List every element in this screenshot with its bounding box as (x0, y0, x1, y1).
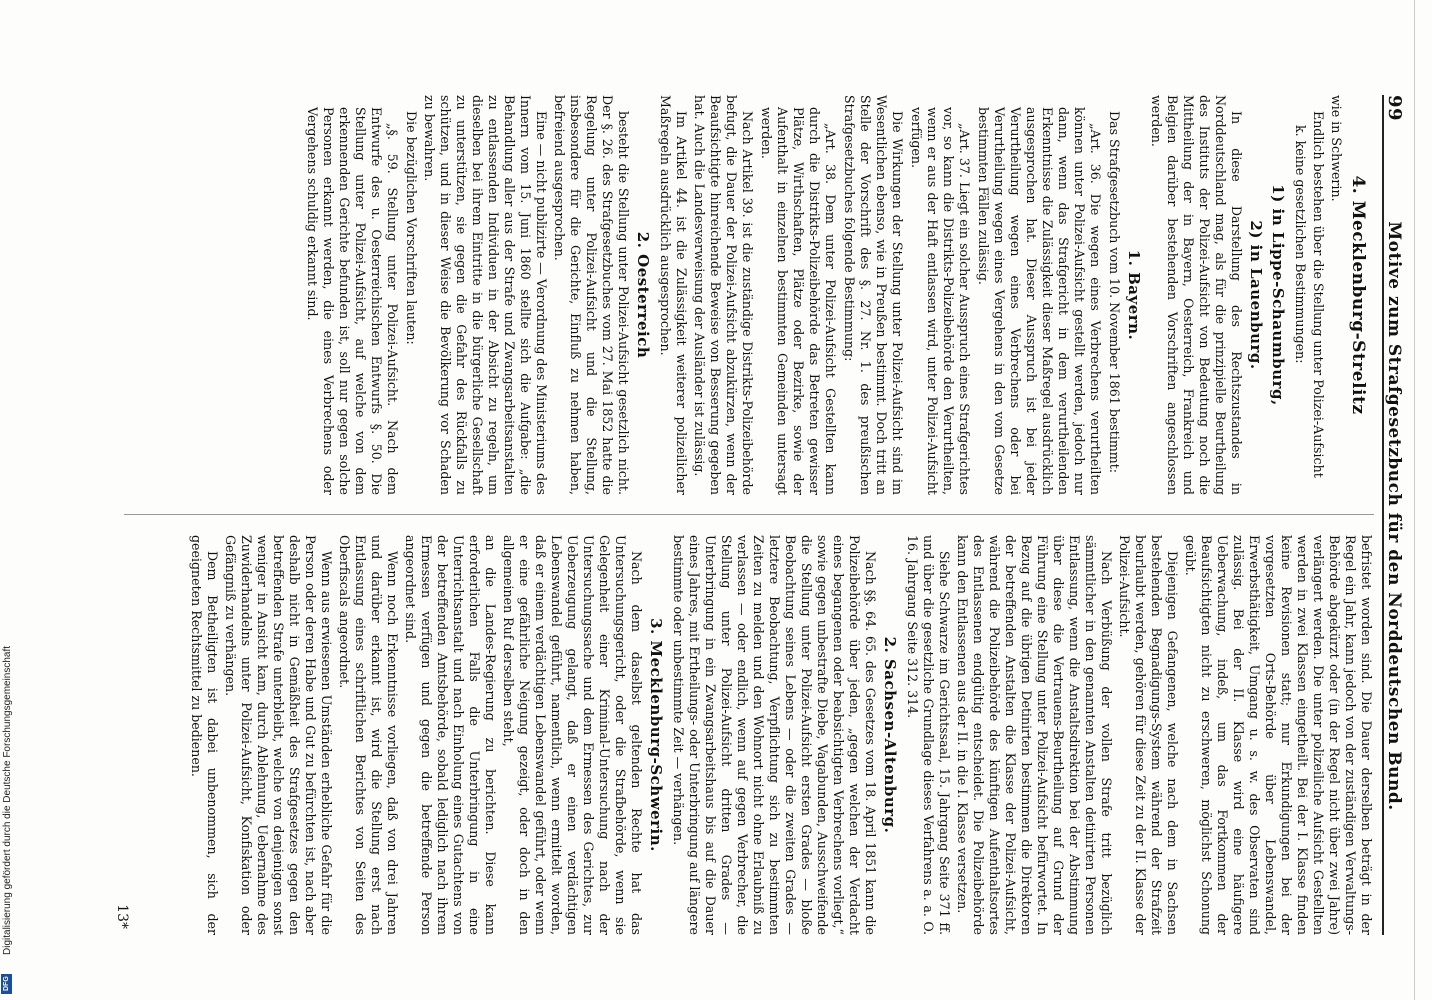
heading-mecklenburg-strelitz: 4. Mecklenburg-Strelitz (1348, 175, 1368, 415)
paragraph: Nach Artikel 39. ist die zuständige Distrikts-Polizeibehörde befugt, die Dauer der Polizei-Aufsicht abzukürzen, wenn der Beaufsichtigte hinreichende Beweise von Besserung gegeben hat. Auch die Landesverweisung der Ausländer ist zulässig. (692, 95, 755, 495)
page-header (1382, 95, 1414, 935)
page-number: 99 (1384, 95, 1405, 122)
paragraph: Das Strafgesetzbuch vom 10. November 1861 bestimmt: (1107, 111, 1122, 474)
paragraph: Nach §§. 64. 65. des Gesetzes vom 18. April 1851 kann die Polizeibehörde über jeden, „gegen welchen der Verdacht eines begangenen oder beabsichtigten Verbrechens vorliegt,“ sowie gegen unbestrafte Diebe, Vagabunden, Ausschweifende die Stellung unter Polizei-Aufsicht ersten Grades — bloße Beobachtung seines Lebens — oder die zweiten Grades — letztere Beobachtung, Verpflichtung sich zu bestimmten Zeiten zu melden und den Wohnort nicht ohne Erlaubniß zu verlassen — oder endlich, wenn auf gegen Verbrecher, die Stellung unter Polizei-Aufsicht dritten Grades — Unterbringung in ein Zwangsarbeitshaus bis auf die Dauer eines Jahres, mit Ertheilungs- oder Unterbringung auf längere bestimmte oder unbestimmte Zeit — verhängen. (671, 535, 878, 935)
quotation: „Art. 36. Die wegen eines Verbrechens verurtheilten können unter Polizei-Aufsicht gestellt werden, jedoch nur dann, wenn das Strafgericht in dem verurtheilenden Erkenntnisse die Zulässigkeit dieser Maßregel ausdrücklich ausgesprochen hat. Dieser Ausspruch ist bei jeder Verurtheilung wegen eines Verbrechens oder bei Verurtheilung wegen eines Vergehens in den vom Gesetze bestimmten Fällen zulässig. (976, 107, 1103, 495)
paragraph: In diese Darstellung des Rechtszustandes in Norddeutschland mag, als für die prinzipielle Beurtheilung des Instituts der Polizei-Aufsicht von Bedeutung noch die Mittheilung der in Bayern, Oesterreich, Frankreich und Belgien darüber bestehenden Vorschriften angeschlossen werden. (1149, 95, 1244, 495)
heading-sachsen-altenburg: 2. Sachsen-Altenburg. (881, 636, 899, 834)
paragraph: Wenn noch Erkenntnisse vorliegen, daß von drei Jahren und darüber erkannt ist, wird die Stellung erst nach Entlassung eines schriftlichen Berichtes von Seiten des Oberfiscals angeordnet. (337, 535, 400, 935)
left-column (301, 95, 1374, 495)
column-divider (124, 514, 1374, 515)
quotation: „Art. 37. Liegt ein solcher Ausspruch eines Strafgerichtes vor, so kann die Distrikts-Polizeibehörde den Verurtheilten, wenn er aus der Haft entlassen wird, unter Polizei-Aufsicht verfügen. (909, 107, 972, 495)
signature-mark: 13* (114, 904, 130, 929)
heading-oesterreich: 2. Oesterreich (634, 231, 652, 359)
paragraph: Nach Verbüßung der vollen Strafe tritt bezüglich sämmtlicher in den genannten Anstalten detinirten Personen Entlassung, wenn die Anstaltsdirektion bei der Abstimmung über diese die Vertrauens-Beurtheilung auf Grund der Führung eine Stellung unter Polizei-Aufsicht befürwortet. In Bezug auf die übrigen Detinirten bestimmen die Direktoren der betreffenden Anstalten die Klasse der Polizei-Aufsicht, während die Polizeibehörde des künftigen Aufenthaltsortes des Entlassenen endgültig entscheidet. Die Polizeibehörde kann den Entlassenen aus der II. in die I. Klasse versetzen. (955, 535, 1114, 935)
scan-edge (1414, 0, 1415, 1000)
paragraph: besteht die Stellung unter Polizei-Aufsicht gesetzlich nicht. Der §. 26. des Strafgesetzbuches vom 27. Mai 1852 hatte die Regelung unter Polizei-Aufsicht und die Stellung, insbesondere für die Gerichte, Einfluß zu nehmen haben, befreiend ausgesprochen. (552, 95, 631, 495)
digitization-credit (0, 0, 14, 1000)
credit-text: Digitalisierung gefördert durch die Deutsche Forschungsgemeinschaft (2, 645, 13, 955)
paragraph: an die Landes-Regierung zu berichten. Diese kann erforderlichen Falls die Unterbringung in eine Unterrichtsanstalt und nach Einholung eines Gutachtens von der betreffenden Amtsbehörde, sobald lediglich nach ihrem Ermessen verfügen und gegen die betreffende Person angeordnet sind. (403, 535, 498, 935)
paragraph: Eine — nicht publizirte — Verordnung des Ministeriums des Innern vom 15. Juni 1860 stellte sich die Aufgabe: „die Behandlung aller aus der Strafe und Zwangsarbeitsanstalten zu entlassenden Individuen in der Absicht zu regeln, um dieselben bei ihrem Eintritte in die bürgerliche Gesellschaft zu unterstützen, sie gegen die Gefahr des Rückfalls zu schützen, und in dieser Weise die Bevölkerung vor Schaden zu bewahren. (422, 95, 549, 495)
paragraph: Im Artikel 44. ist die Zulässigkeit weiterer polizeilicher Maßregeln ausdrücklich ausgesprochen. (658, 95, 689, 495)
list-item: 1) in Lippe-Schaumburg, (1269, 184, 1287, 406)
paragraph: Diejenigen Gefangenen, welche nach dem in Sachsen bestehenden Begnadigungs-System während der Strafzeit beurlaubt werden, gehören für diese Zeit zu der II. Klasse der Polizei-Aufsicht. (1117, 535, 1180, 935)
paragraph: befristet worden sind. Die Dauer derselben beträgt in der Regel ein Jahr, kann jedoch von der zuständigen Verwaltungs-Behörde abgekürzt oder (in der Regel nicht über zwei Jahre) verlängert werden. Die unter polizeiliche Aufsicht Gestellten werden in zwei Klassen eingetheilt. Bei der I. Klasse finden keine Revisionen statt; nur Erkundigungen bei der vorgesetzten Orts-Behörde über Lebenswandel, Erwerbsthätigkeit, Umgang u. s. w. des Observaten sind zulässig. Bei der II. Klasse wird eine häufigere Ueberwachung, indeß, um das Fortkommen der Beaufsichtigten nicht zu erschweren, möglichst Schonung geübt. (1183, 535, 1374, 935)
heading-mecklenburg-schwerin: 3. Mecklenburg-Schwerin. (647, 618, 665, 852)
paragraph: Dem Betheiligten ist dabei unbenommen, sich der geeigneten Rechtsmittel zu bedienen. (189, 535, 220, 935)
paragraph: Endlich bestehen über die Stellung unter Polizei-Aufsicht (1311, 111, 1326, 478)
list-item: 2) in Lauenburg. (1247, 220, 1265, 370)
paragraph: wie in Schwerin. (1329, 95, 1344, 202)
quotation: „Art. 38. Dem unter Polizei-Aufsicht Gestellten kann durch die Distrikts-Polizeibehörde das Betreten gewisser Plätze, Wirthschaften, Plätze oder Bezirke, sowie der Aufenthalt in einzelnen bestimmten Gemeinden untersagt werden. (759, 107, 838, 495)
right-column (186, 535, 1374, 935)
list-item: k. keine gesetzlichen Bestimmungen: (1293, 125, 1308, 364)
paragraph: Die bezüglichen Vorschriften lauten: (404, 111, 419, 345)
heading-bayern: 1. Bayern. (1125, 249, 1143, 341)
quotation: „§. 59. Stellung unter Polizei-Aufsicht. Nach dem Entwurfe des u. Oesterreichischen Entwurfs §. 50. Die Stellung unter Polizei-Aufsicht, auf welche von dem erkennenden Gerichte befunden ist, soll nur gegen solche Personen erkannt werden, die eines Verbrechens oder Vergehens schuldig erkannt sind. (305, 107, 400, 495)
paragraph: Nach dem daselbst geltenden Rechte hat das Untersuchungsgericht, oder die Strafbehörde, wenn sie Gelegenheit einer Kriminal-Untersuchung nach der Untersuchungssache und dem Ermessen des Gerichtes, zur Ueberzeugung gelangt, daß er einen verdächtigen Lebenswandel geführt, namentlich, wenn ermittelt worden, daß er einem verdächtigen Lebenswandel geführt, oder wenn er eine gefährliche Neigung gezeigt, oder doch in den allgemeinen Ruf derselben steht, (501, 535, 644, 935)
paragraph: Wenn aus erwiesenen Umständen erhebliche Gefahr für die Person oder deren Habe und Gut zu befürchten ist, nach aber deshalb nicht in Gemäßheit des Strafgesetzes gegen den betreffenden Strafe unterbleibt, welche von denjenigen sonst weniger in Ansicht kam, durch Ablehnung, Uebernahme des Zuwiderhandelns unter Polizei-Aufsicht, Konfiskation oder Gefängniß zu verhängen. (223, 535, 334, 935)
dfg-logo-icon: DFG (1, 974, 12, 994)
paragraph: Siehe Schwarze im Gerichtssaal, 15. Jahrgang Seite 371 ff. und über die gesetzliche Grundlage dieses Verfahrens a. a. O. 16. Jahrgang Seite 312. 314. (905, 535, 952, 935)
paragraph: Die Wirkungen der Stellung unter Polizei-Aufsicht sind im Wesentlichen ebenso, wie in Preußen bestimmt. Doch tritt an Stelle der Vorschrift des §. 27. Nr. 1. des preußischen Strafgesetzbuches folgende Bestimmung: (842, 95, 905, 495)
running-title: Motive zum Strafgesetzbuch für den Norddeutschen Bund. (1384, 221, 1404, 811)
